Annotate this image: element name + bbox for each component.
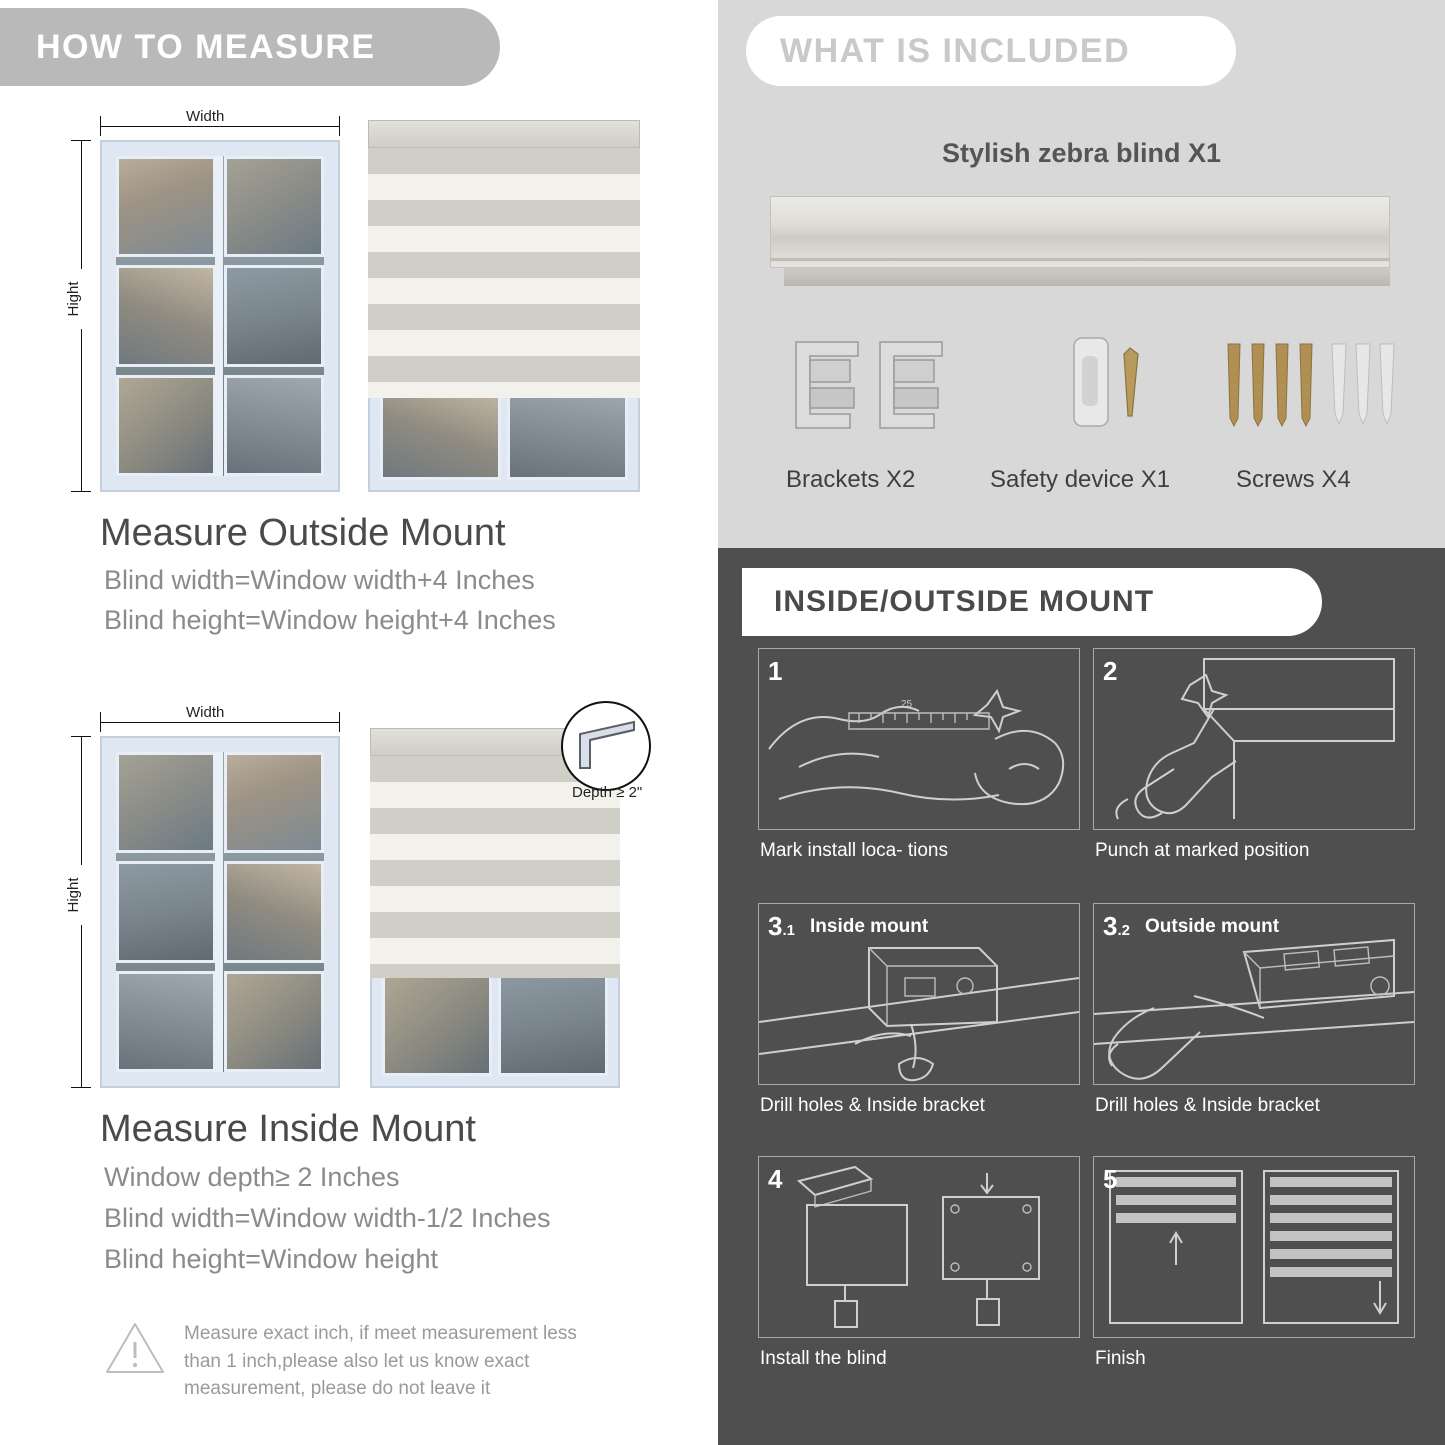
outside-height-dimension — [65, 140, 92, 492]
inside-window-illustration — [100, 736, 340, 1088]
outside-width-label: Width — [186, 108, 225, 125]
step-4-caption: Install the blind — [760, 1348, 887, 1369]
step-3-2-number: 3.2 — [1103, 911, 1130, 941]
brackets-illustration — [788, 330, 958, 440]
warning-triangle-icon — [104, 1320, 166, 1381]
step-3-2 — [1093, 903, 1415, 1121]
safety-device-illustration — [1056, 330, 1176, 440]
how-to-measure-tab — [0, 8, 500, 86]
step-1-caption: Mark install loca- tions — [760, 840, 948, 861]
note-line-2: than 1 inch,please also let us know exact — [184, 1350, 530, 1372]
outside-mount-heading: Measure Outside Mount — [100, 512, 506, 554]
step-5-caption: Finish — [1095, 1348, 1146, 1369]
safety-device-label: Safety device X1 — [990, 466, 1171, 493]
step-2 — [1093, 648, 1415, 866]
screws-label: Screws X4 — [1236, 466, 1351, 493]
step-1-image — [758, 648, 1080, 830]
step-3-1 — [758, 903, 1080, 1121]
outside-mount-line2: Blind height=Window height+4 Inches — [104, 605, 556, 635]
note-line-3: measurement, please do not leave it — [184, 1378, 491, 1400]
inside-outside-mount-panel — [718, 548, 1445, 1445]
step-3-1-subtitle: Inside mount — [810, 916, 929, 937]
how-to-measure-tab-label: HOW TO MEASURE — [36, 27, 376, 66]
step-2-number: 2 — [1103, 656, 1118, 686]
step-3-1-caption: Drill holes & Inside bracket — [760, 1095, 985, 1116]
step-5-number: 5 — [1103, 1164, 1118, 1194]
step-3-2-caption: Drill holes & Inside bracket — [1095, 1095, 1320, 1116]
step-4-image — [758, 1156, 1080, 1338]
screws-illustration — [1218, 330, 1398, 440]
what-is-included-tab-label: WHAT IS INCLUDED — [780, 31, 1131, 70]
inside-width-label: Width — [186, 704, 225, 721]
depth-label: Depth ≥ 2" — [572, 784, 643, 801]
step-4-number: 4 — [768, 1164, 783, 1194]
step-1 — [758, 648, 1080, 866]
what-is-included-tab — [746, 16, 1236, 86]
step-3-2-subtitle: Outside mount — [1145, 916, 1280, 937]
step-3-1-number: 3.1 — [768, 911, 795, 941]
step-2-image — [1093, 648, 1415, 830]
step-5 — [1093, 1156, 1415, 1374]
inside-mount-line1: Window depth≥ 2 Inches — [104, 1162, 400, 1192]
product-title: Stylish zebra blind X1 — [941, 138, 1222, 168]
depth-callout — [560, 700, 652, 792]
what-is-included-panel — [718, 0, 1445, 548]
step-2-caption: Punch at marked position — [1095, 840, 1310, 861]
outside-mount-line1: Blind width=Window width+4 Inches — [104, 565, 535, 595]
step-4 — [758, 1156, 1080, 1374]
inside-width-dimension — [100, 704, 340, 730]
step-5-image — [1093, 1156, 1415, 1338]
inside-mount-line2: Blind width=Window width-1/2 Inches — [104, 1203, 551, 1233]
svg-text:25: 25 — [901, 699, 913, 710]
inside-height-label: Hight — [65, 877, 82, 913]
zebra-blind-headrail — [770, 196, 1390, 292]
outside-blind-illustration — [368, 120, 640, 492]
step-1-number: 1 — [768, 656, 783, 686]
inside-height-dimension — [65, 736, 92, 1088]
outside-window-illustration — [100, 140, 340, 492]
how-to-measure-panel — [0, 0, 712, 1445]
measurement-note-text — [184, 1320, 577, 1403]
brackets-label: Brackets X2 — [786, 466, 916, 493]
note-line-1: Measure exact inch, if meet measurement less — [184, 1323, 577, 1344]
outside-height-label: Hight — [65, 281, 82, 317]
outside-width-dimension — [100, 108, 340, 134]
inside-outside-mount-tab — [742, 568, 1322, 636]
measurement-note — [104, 1320, 644, 1403]
inside-mount-heading: Measure Inside Mount — [100, 1108, 476, 1150]
inside-outside-mount-tab-label: INSIDE/OUTSIDE MOUNT — [774, 585, 1155, 618]
inside-mount-line3: Blind height=Window height — [104, 1244, 438, 1274]
